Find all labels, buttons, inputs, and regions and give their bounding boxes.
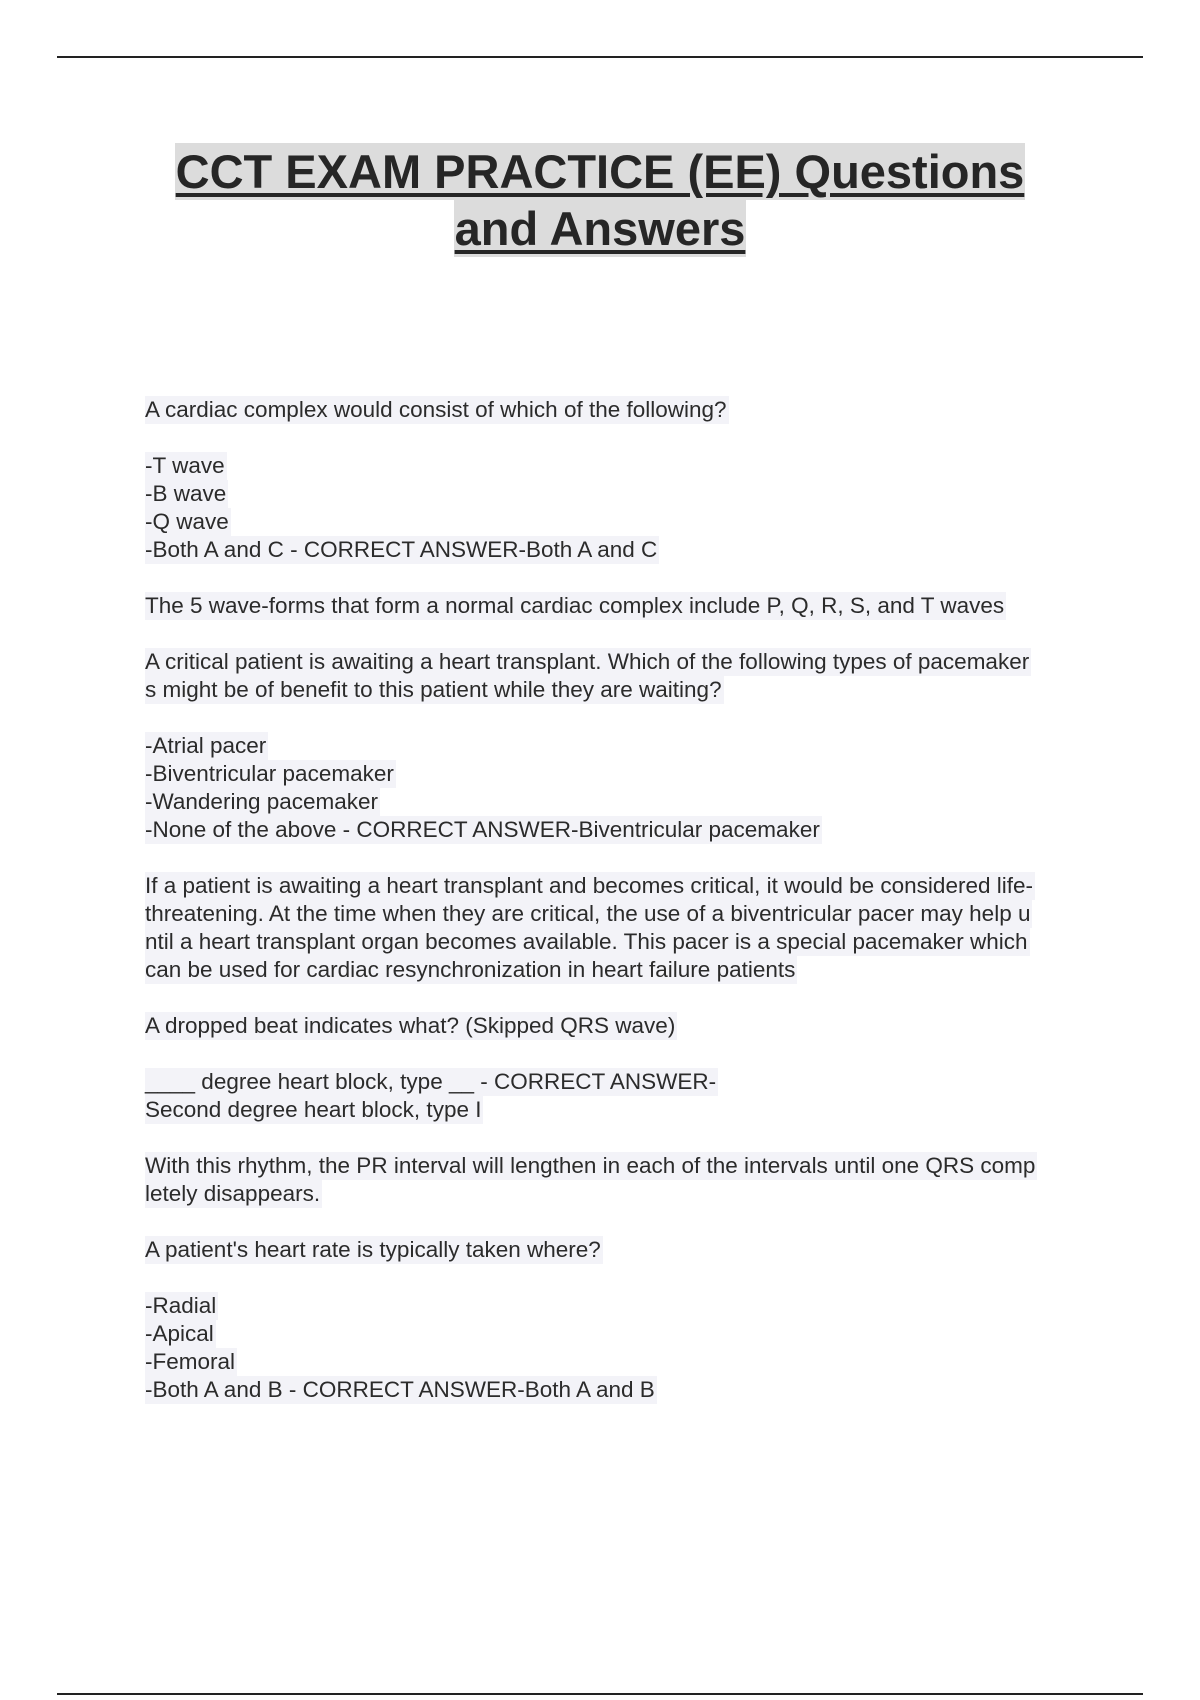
text-line: s might be of benefit to this patient while they are waiting? [145,677,722,702]
text-line: can be used for cardiac resynchronization in heart failure patients [145,957,796,982]
paragraph [145,1068,1095,1124]
text-line: Second degree heart block, type I [145,1097,482,1122]
text-line: -Wandering pacemaker [145,789,379,814]
text-line: -T wave [145,453,225,478]
text-line: -Q wave [145,509,229,534]
top-rule [57,56,1143,58]
text-line: -Atrial pacer [145,733,267,758]
text-line: ntil a heart transplant organ becomes available. This pacer is a special pacemaker which [145,929,1028,954]
paragraph [145,872,1095,984]
text-line: -Apical [145,1321,214,1346]
paragraph [145,732,1095,844]
document-body [145,396,1095,1432]
text-line: -Both A and B - CORRECT ANSWER-Both A and B [145,1377,655,1402]
text-line: A dropped beat indicates what? (Skipped QRS wave) [145,1013,676,1038]
text-line: -Femoral [145,1349,236,1374]
text-line: -Radial [145,1293,217,1318]
text-line: With this rhythm, the PR interval will lengthen in each of the intervals until one QRS comp [145,1153,1036,1178]
text-line: ____ degree heart block, type __ - CORRECT ANSWER- [145,1069,717,1094]
text-line: -Both A and C - CORRECT ANSWER-Both A and C [145,537,658,562]
text-line: -B wave [145,481,227,506]
text-line: A critical patient is awaiting a heart transplant. Which of the following types of pacemaker [145,649,1030,674]
title-line-2: and Answers [454,202,746,255]
text-line: A cardiac complex would consist of which of the following? [145,397,727,422]
paragraph [145,1012,1095,1040]
text-line: The 5 wave-forms that form a normal cardiac complex include P, Q, R, S, and T waves [145,593,1005,618]
text-line: letely disappears. [145,1181,321,1206]
text-line: -None of the above - CORRECT ANSWER-Biventricular pacemaker [145,817,820,842]
document-title [0,143,1200,257]
text-line: -Biventricular pacemaker [145,761,394,786]
paragraph [145,1152,1095,1208]
text-line: threatening. At the time when they are critical, the use of a biventricular pacer may help u [145,901,1031,926]
text-line: A patient's heart rate is typically taken where? [145,1237,601,1262]
title-line-1: CCT EXAM PRACTICE (EE) Questions [175,145,1025,198]
bottom-rule [57,1693,1143,1695]
paragraph [145,592,1095,620]
paragraph [145,396,1095,424]
paragraph [145,648,1095,704]
paragraph [145,1236,1095,1264]
text-line: If a patient is awaiting a heart transplant and becomes critical, it would be considered life- [145,873,1033,898]
paragraph [145,452,1095,564]
paragraph [145,1292,1095,1404]
